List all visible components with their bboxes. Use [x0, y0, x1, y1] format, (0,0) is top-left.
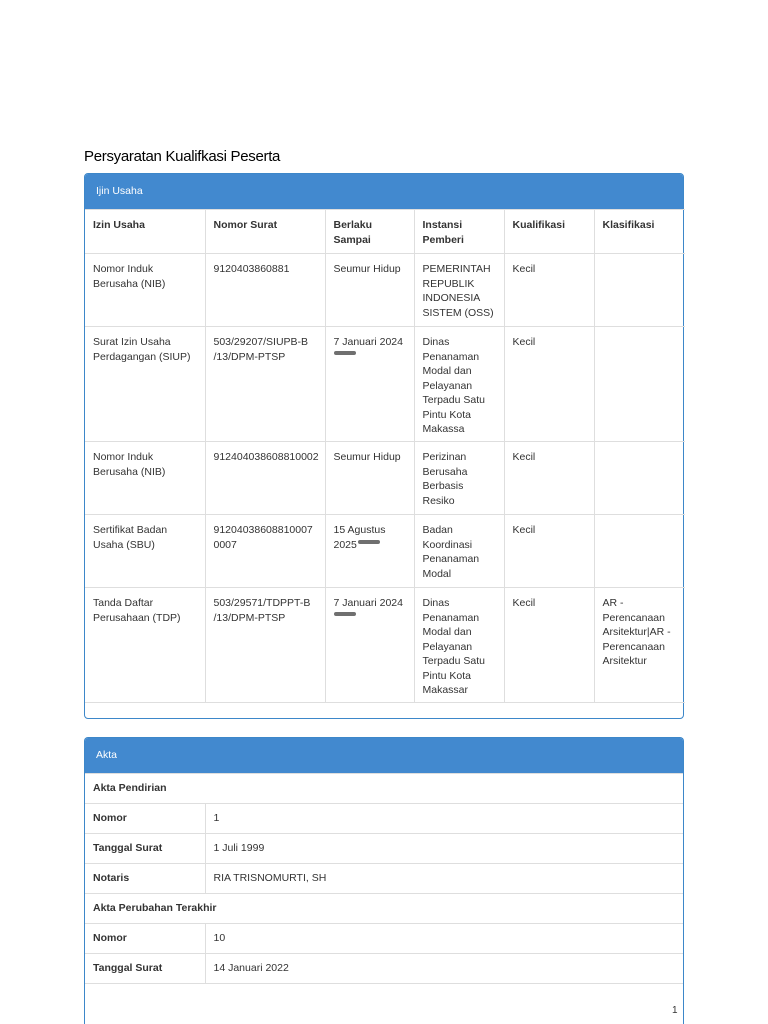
cell-izin-usaha: Sertifikat Badan Usaha (SBU)	[85, 515, 205, 588]
column-header-nomor-surat: Nomor Surat	[205, 210, 325, 254]
cell-instansi-pemberi: Dinas Penanaman Modal dan Pelayanan Terpadu Satu Pintu Kota Makassar	[414, 588, 504, 703]
column-header-izin-usaha: Izin Usaha	[85, 210, 205, 254]
column-header-instansi-pemberi: Instansi Pemberi	[414, 210, 504, 254]
tanggal-surat-value: 14 Januari 2022	[205, 954, 683, 984]
page-number: 1	[672, 1005, 678, 1016]
table-row	[85, 515, 685, 588]
redaction-mark	[334, 612, 356, 616]
akta-table	[85, 773, 683, 984]
tanggal-surat-label: Tanggal Surat	[85, 954, 205, 984]
table-row	[85, 894, 683, 924]
nomor-label: Nomor	[85, 924, 205, 954]
cell-klasifikasi: AR - Perencanaan Arsitektur|AR - Perencanaan Arsitektur	[594, 588, 685, 703]
akta-heading: Akta	[85, 738, 683, 773]
table-row	[85, 327, 685, 442]
notaris-value: RIA TRISNOMURTI, SH	[205, 864, 683, 894]
akta-pendirian-section: Akta Pendirian	[85, 774, 683, 804]
ijin-usaha-table	[85, 209, 685, 703]
cell-instansi-pemberi: PEMERINTAH REPUBLIK INDONESIA SISTEM (OSS)	[414, 254, 504, 327]
akta-panel	[84, 737, 684, 1024]
cell-klasifikasi	[594, 442, 685, 515]
cell-berlaku-sampai: Seumur Hidup	[325, 254, 414, 327]
redaction-mark	[358, 540, 380, 544]
column-header-berlaku-sampai: Berlaku Sampai	[325, 210, 414, 254]
table-row	[85, 834, 683, 864]
cell-nomor-surat: 912404038608810002	[205, 442, 325, 515]
cell-nomor-surat: 503/29571/TDPPT-B /13/DPM-PTSP	[205, 588, 325, 703]
cell-instansi-pemberi: Badan Koordinasi Penanaman Modal	[414, 515, 504, 588]
table-row	[85, 954, 683, 984]
cell-klasifikasi	[594, 254, 685, 327]
tanggal-surat-value: 1 Juli 1999	[205, 834, 683, 864]
cell-klasifikasi	[594, 327, 685, 442]
redaction-mark	[334, 351, 356, 355]
notaris-label: Notaris	[85, 864, 205, 894]
table-row	[85, 588, 685, 703]
column-header-klasifikasi: Klasifikasi	[594, 210, 685, 254]
cell-berlaku-sampai	[325, 327, 414, 442]
cell-berlaku-sampai	[325, 588, 414, 703]
table-row	[85, 254, 685, 327]
cell-izin-usaha: Nomor Induk Berusaha (NIB)	[85, 254, 205, 327]
cell-instansi-pemberi: Dinas Penanaman Modal dan Pelayanan Terpadu Satu Pintu Kota Makassa	[414, 327, 504, 442]
cell-berlaku-sampai	[325, 515, 414, 588]
column-header-kualifikasi: Kualifikasi	[504, 210, 594, 254]
table-row	[85, 924, 683, 954]
cell-kualifikasi: Kecil	[504, 327, 594, 442]
table-header-row	[85, 210, 685, 254]
akta-perubahan-section: Akta Perubahan Terakhir	[85, 894, 683, 924]
cell-izin-usaha: Surat Izin Usaha Perdagangan (SIUP)	[85, 327, 205, 442]
ijin-usaha-panel	[84, 173, 684, 719]
tanggal-surat-label: Tanggal Surat	[85, 834, 205, 864]
table-row	[85, 804, 683, 834]
cell-izin-usaha: Nomor Induk Berusaha (NIB)	[85, 442, 205, 515]
page-title: Persyaratan Kualifkasi Peserta	[84, 148, 281, 165]
cell-instansi-pemberi: Perizinan Berusaha Berbasis Resiko	[414, 442, 504, 515]
berlaku-sampai-text: 7 Januari 2024	[333, 336, 403, 348]
berlaku-sampai-text: 15 Agustus 2025	[333, 524, 386, 551]
cell-kualifikasi: Kecil	[504, 515, 594, 588]
table-row	[85, 864, 683, 894]
cell-nomor-surat: 503/29207/SIUPB-B /13/DPM-PTSP	[205, 327, 325, 442]
cell-nomor-surat: 91204038608810007 0007	[205, 515, 325, 588]
cell-kualifikasi: Kecil	[504, 254, 594, 327]
berlaku-sampai-text: 7 Januari 2024	[333, 597, 403, 609]
cell-kualifikasi: Kecil	[504, 588, 594, 703]
nomor-value: 1	[205, 804, 683, 834]
cell-izin-usaha: Tanda Daftar Perusahaan (TDP)	[85, 588, 205, 703]
nomor-value: 10	[205, 924, 683, 954]
cell-kualifikasi: Kecil	[504, 442, 594, 515]
cell-nomor-surat: 9120403860881	[205, 254, 325, 327]
cell-klasifikasi	[594, 515, 685, 588]
table-row	[85, 442, 685, 515]
nomor-label: Nomor	[85, 804, 205, 834]
table-row	[85, 774, 683, 804]
ijin-usaha-heading: Ijin Usaha	[85, 174, 683, 209]
cell-berlaku-sampai: Seumur Hidup	[325, 442, 414, 515]
